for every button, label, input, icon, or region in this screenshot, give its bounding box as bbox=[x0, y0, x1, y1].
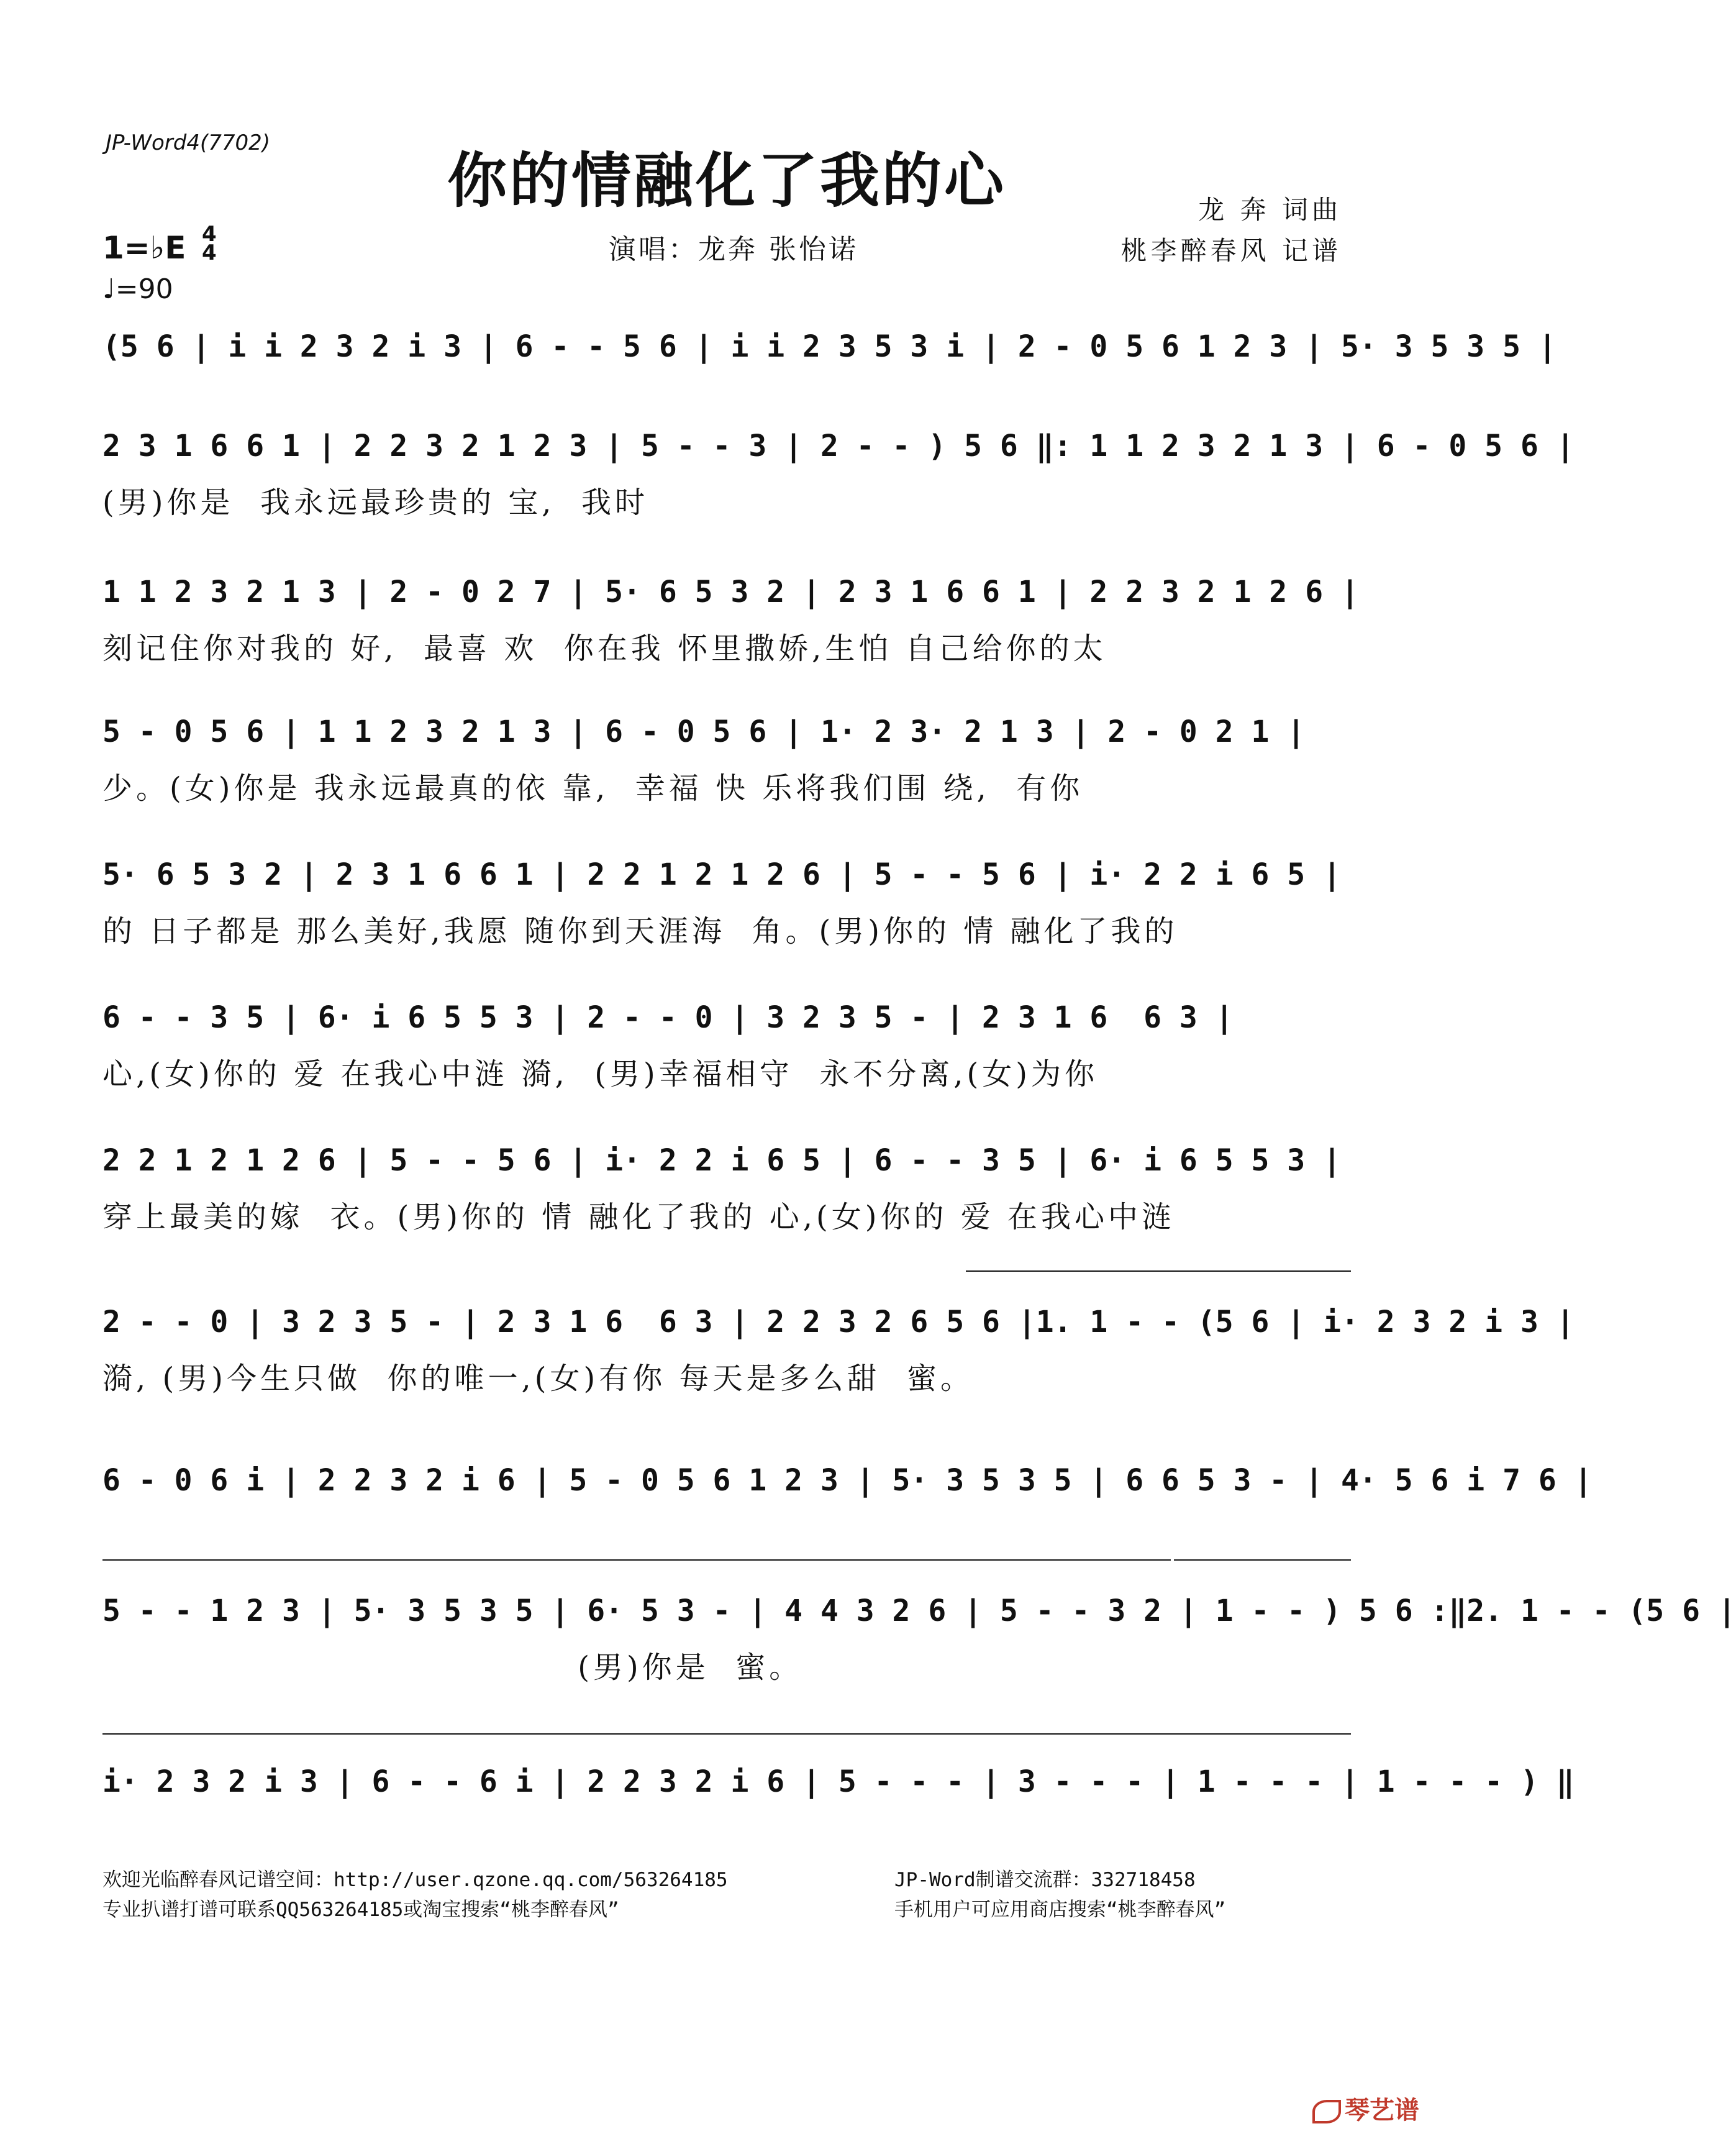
footer-app: 手机用户可应用商店搜索“桃李醉春风” bbox=[894, 1899, 1226, 1921]
notation-line: 5 - 0 5 6 | 1 1 2 3 2 1 3 | 6 - 0 5 6 | 1· 2 3· 2 1 3 | 2 - 0 2 1 | bbox=[102, 714, 1306, 749]
notation-line: 2 2 1 2 1 2 6 | 5 - - 5 6 | i· 2 2 i 6 5 | 6 - - 3 5 | 6· i 6 5 5 3 | bbox=[102, 1143, 1341, 1178]
watermark-text: 琴艺谱 bbox=[1345, 2096, 1419, 2125]
time-signature bbox=[202, 222, 217, 265]
software-label: JP-Word4(7702) bbox=[106, 130, 271, 155]
time-top: 4 bbox=[202, 222, 217, 247]
singers: 演唱：龙奔 张怡诺 bbox=[609, 234, 858, 265]
system-rule bbox=[102, 1733, 1351, 1735]
lyricist-composer: 龙 奔 词曲 bbox=[1198, 194, 1342, 225]
lyric-line: (男)你是 蜜。 bbox=[102, 1650, 803, 1685]
notation-line: 1 1 2 3 2 1 3 | 2 - 0 2 7 | 5· 6 5 3 2 | 2 3 1 6 6 1 | 2 2 3 2 1 2 6 | bbox=[102, 575, 1359, 609]
tempo-marking: ♩=90 bbox=[102, 273, 173, 305]
footer-contact: 专业扒谱打谱可联系QQ563264185或淘宝搜索“桃李醉春风” bbox=[102, 1899, 619, 1921]
key-signature: 1=♭E bbox=[102, 230, 186, 266]
lyric-line: 穿上最美的嫁 衣。(男)你的 情 融化了我的 心,(女)你的 爱 在我心中涟 bbox=[102, 1200, 1175, 1234]
lyric-line: 心,(女)你的 爱 在我心中涟 漪, (男)幸福相守 永不分离,(女)为你 bbox=[102, 1057, 1098, 1092]
song-title: 你的情融化了我的心 bbox=[447, 146, 1006, 216]
notation-line: 5 - - 1 2 3 | 5· 3 5 3 5 | 6· 5 3 - | 4 4 3 2 6 | 5 - - 3 2 | 1 - - ) 5 6 :‖2. 1 - - (5 6 | bbox=[102, 1594, 1736, 1628]
credits bbox=[1121, 189, 1342, 271]
notation-line: 6 - - 3 5 | 6· i 6 5 5 3 | 2 - - 0 | 3 2 3 5 - | 2 3 1 6 6 3 | bbox=[102, 1000, 1234, 1035]
notation-line: 2 - - 0 | 3 2 3 5 - | 2 3 1 6 6 3 | 2 2 3 2 6 5 6 |1. 1 - - (5 6 | i· 2 3 2 i 3 | bbox=[102, 1305, 1575, 1339]
watermark-logo bbox=[1312, 2091, 1419, 2126]
lyric-line: (男)你是 我永远最珍贵的 宝, 我时 bbox=[102, 485, 649, 520]
footer-welcome: 欢迎光临醉春风记谱空间：http://user.qzone.qq.com/563264185 bbox=[102, 1869, 728, 1891]
notation-line: i· 2 3 2 i 3 | 6 - - 6 i | 2 2 3 2 i 6 | 5 - - - | 3 - - - | 1 - - - | 1 - - - ) ‖ bbox=[102, 1764, 1575, 1799]
lyric-line: 刻记住你对我的 好, 最喜 欢 你在我 怀里撒娇,生怕 自己给你的太 bbox=[102, 631, 1107, 666]
lyric-line: 漪, (男)今生只做 你的唯一,(女)有你 每天是多么甜 蜜。 bbox=[102, 1361, 974, 1396]
lyric-line: 少。(女)你是 我永远最真的依 靠, 幸福 快 乐将我们围 绕, 有你 bbox=[102, 771, 1084, 806]
footer-group: JP-Word制谱交流群：332718458 bbox=[894, 1869, 1196, 1891]
notation-line: 6 - 0 6 i | 2 2 3 2 i 6 | 5 - 0 5 6 1 2 3 | 5· 3 5 3 5 | 6 6 5 3 - | 4· 5 6 i 7 6 | bbox=[102, 1463, 1593, 1498]
notation-line: 2 3 1 6 6 1 | 2 2 3 2 1 2 3 | 5 - - 3 | 2 - - ) 5 6 ‖: 1 1 2 3 2 1 3 | 6 - 0 5 6 | bbox=[102, 429, 1575, 463]
volta-bracket-1 bbox=[966, 1270, 1351, 1272]
volta-bracket-2 bbox=[1174, 1559, 1351, 1561]
notation-line: (5 6 | i i 2 3 2 i 3 | 6 - - 5 6 | i i 2 3 5 3 i | 2 - 0 5 6 1 2 3 | 5· 3 5 3 5 | bbox=[102, 329, 1556, 364]
volta-bracket-line bbox=[102, 1559, 1171, 1561]
transcriber: 桃李醉春风 记谱 bbox=[1120, 235, 1342, 266]
lyric-line: 的 日子都是 那么美好,我愿 随你到天涯海 角。(男)你的 情 融化了我的 bbox=[102, 914, 1178, 949]
logo-icon bbox=[1312, 2100, 1341, 2123]
notation-line: 5· 6 5 3 2 | 2 3 1 6 6 1 | 2 2 1 2 1 2 6 | 5 - - 5 6 | i· 2 2 i 6 5 | bbox=[102, 857, 1341, 892]
time-bottom: 4 bbox=[202, 240, 217, 265]
